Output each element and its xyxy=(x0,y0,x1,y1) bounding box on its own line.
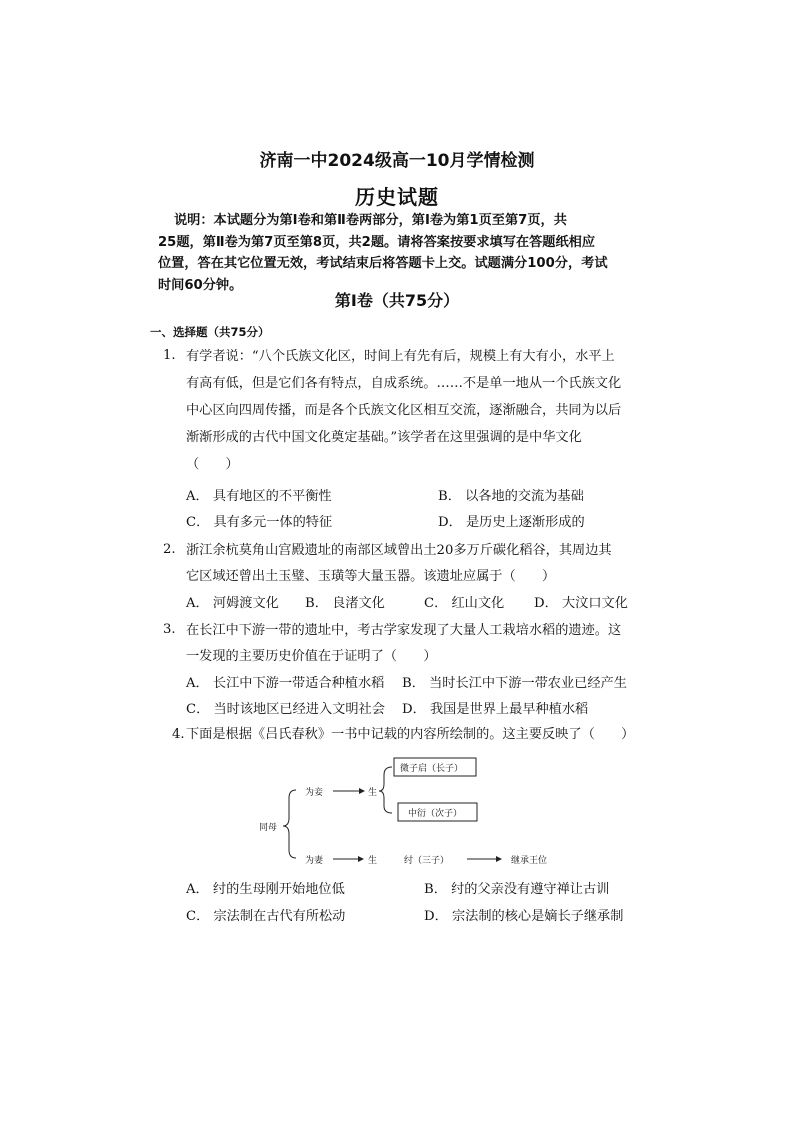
option-b[interactable]: B． 当时长江中下游一带农业已经产生 xyxy=(402,676,627,691)
question-text-line: 下面是根据《吕氏春秋》一书中记载的内容所绘制的。这主要反映了（ ） xyxy=(186,727,635,742)
option-c[interactable]: C． 当时该地区已经进入文明社会 xyxy=(186,702,385,717)
question-text-line: 有高有低，但是它们各有特点，自成系统。……不是单一地从一个氏族文化 xyxy=(186,376,622,391)
option-d[interactable]: D． 我国是世界上最早种植水稻 xyxy=(402,702,589,717)
diagram-child1: 微子启（长子） xyxy=(400,764,464,774)
diagram-root: 同母 xyxy=(259,823,278,833)
option-a[interactable]: A． 长江中下游一带适合种植水稻 xyxy=(186,676,385,691)
instruction-line: 说明：本试题分为第Ⅰ卷和第Ⅱ卷两部分，第Ⅰ卷为第1页至第7页，共 xyxy=(174,213,567,228)
question-text-line: 中心区向四周传播，而是各个氏族文化区相互交流，逐渐融合，共同为以后 xyxy=(186,403,622,418)
option-b[interactable]: B． 纣的父亲没有遵守禅让古训 xyxy=(424,882,610,897)
part-title: 一、选择题（共75分） xyxy=(150,325,270,339)
option-b[interactable]: B． 以各地的交流为基础 xyxy=(438,489,584,504)
answer-blank: （ ） xyxy=(186,457,239,472)
instruction-line: 位置，答在其它位置无效，考试结束后将答题卡上交。试题满分100分，考试 xyxy=(158,256,608,271)
question-number: 4. xyxy=(172,727,185,742)
diagram-result: 继承王位 xyxy=(511,856,548,866)
option-c[interactable]: C． 红山文化 xyxy=(424,596,505,611)
option-c[interactable]: C． 宗法制在古代有所松动 xyxy=(186,909,346,924)
option-c[interactable]: C． 具有多元一体的特征 xyxy=(186,515,333,530)
arrow-head xyxy=(496,856,502,862)
question-text-line: 有学者说：“八个氏族文化区，时间上有先有后，规模上有大有小，水平上 xyxy=(186,349,615,364)
instruction-line: 25题，第Ⅱ卷为第7页至第8页，共2题。请将答案按要求填写在答题纸相应 xyxy=(158,234,596,250)
subject-title: 历史试题 xyxy=(355,185,439,209)
diagram-child3: 纣（三子） xyxy=(404,856,450,866)
option-b[interactable]: B． 良渚文化 xyxy=(305,596,385,611)
diagram-birth: 生 xyxy=(368,856,378,866)
option-a[interactable]: A． 纣的生母刚开始地位低 xyxy=(186,882,345,897)
root-brace xyxy=(283,790,296,858)
arrow-head xyxy=(358,856,364,862)
diagram-birth: 生 xyxy=(368,788,378,798)
option-d[interactable]: D． 宗法制的核心是嫡长子继承制 xyxy=(424,909,624,924)
option-a[interactable]: A． 河姆渡文化 xyxy=(186,596,279,611)
question-text-line: 一发现的主要历史价值在于证明了（ ） xyxy=(186,649,437,664)
option-d[interactable]: D． 是历史上逐渐形成的 xyxy=(438,515,585,530)
child-brace xyxy=(379,767,392,813)
question-text-line: 它区域还曾出土玉璧、玉璜等大量玉器。该遗址应属于（ ） xyxy=(186,569,556,584)
question-number: 1. xyxy=(163,348,176,363)
question-text-line: 浙江余杭莫角山宫殿遗址的南部区域曾出土20多万斤碳化稻谷，其周边其 xyxy=(186,543,612,558)
question-text-line: 渐渐形成的古代中国文化奠定基础。”该学者在这里强调的是中华文化 xyxy=(186,430,582,445)
diagram-branch-concubine: 为妾 xyxy=(305,788,324,798)
question-text-line: 在长江中下游一带的遗址中，考古学家发现了大量人工栽培水稻的遗迹。这 xyxy=(186,623,622,638)
diagram-branch-wife: 为妻 xyxy=(305,856,324,866)
option-d[interactable]: D． 大汶口文化 xyxy=(534,596,628,611)
question-number: 3. xyxy=(163,622,176,637)
exam-title: 济南一中2024级高一10月学情检测 xyxy=(259,151,535,171)
question-number: 2. xyxy=(163,542,176,557)
instruction-line: 时间60分钟。 xyxy=(158,277,243,293)
section-title: 第Ⅰ卷（共75分） xyxy=(334,291,460,310)
option-a[interactable]: A． 具有地区的不平衡性 xyxy=(186,489,332,504)
diagram-child2: 中衍（次子） xyxy=(408,809,463,819)
arrow-head xyxy=(359,788,365,794)
